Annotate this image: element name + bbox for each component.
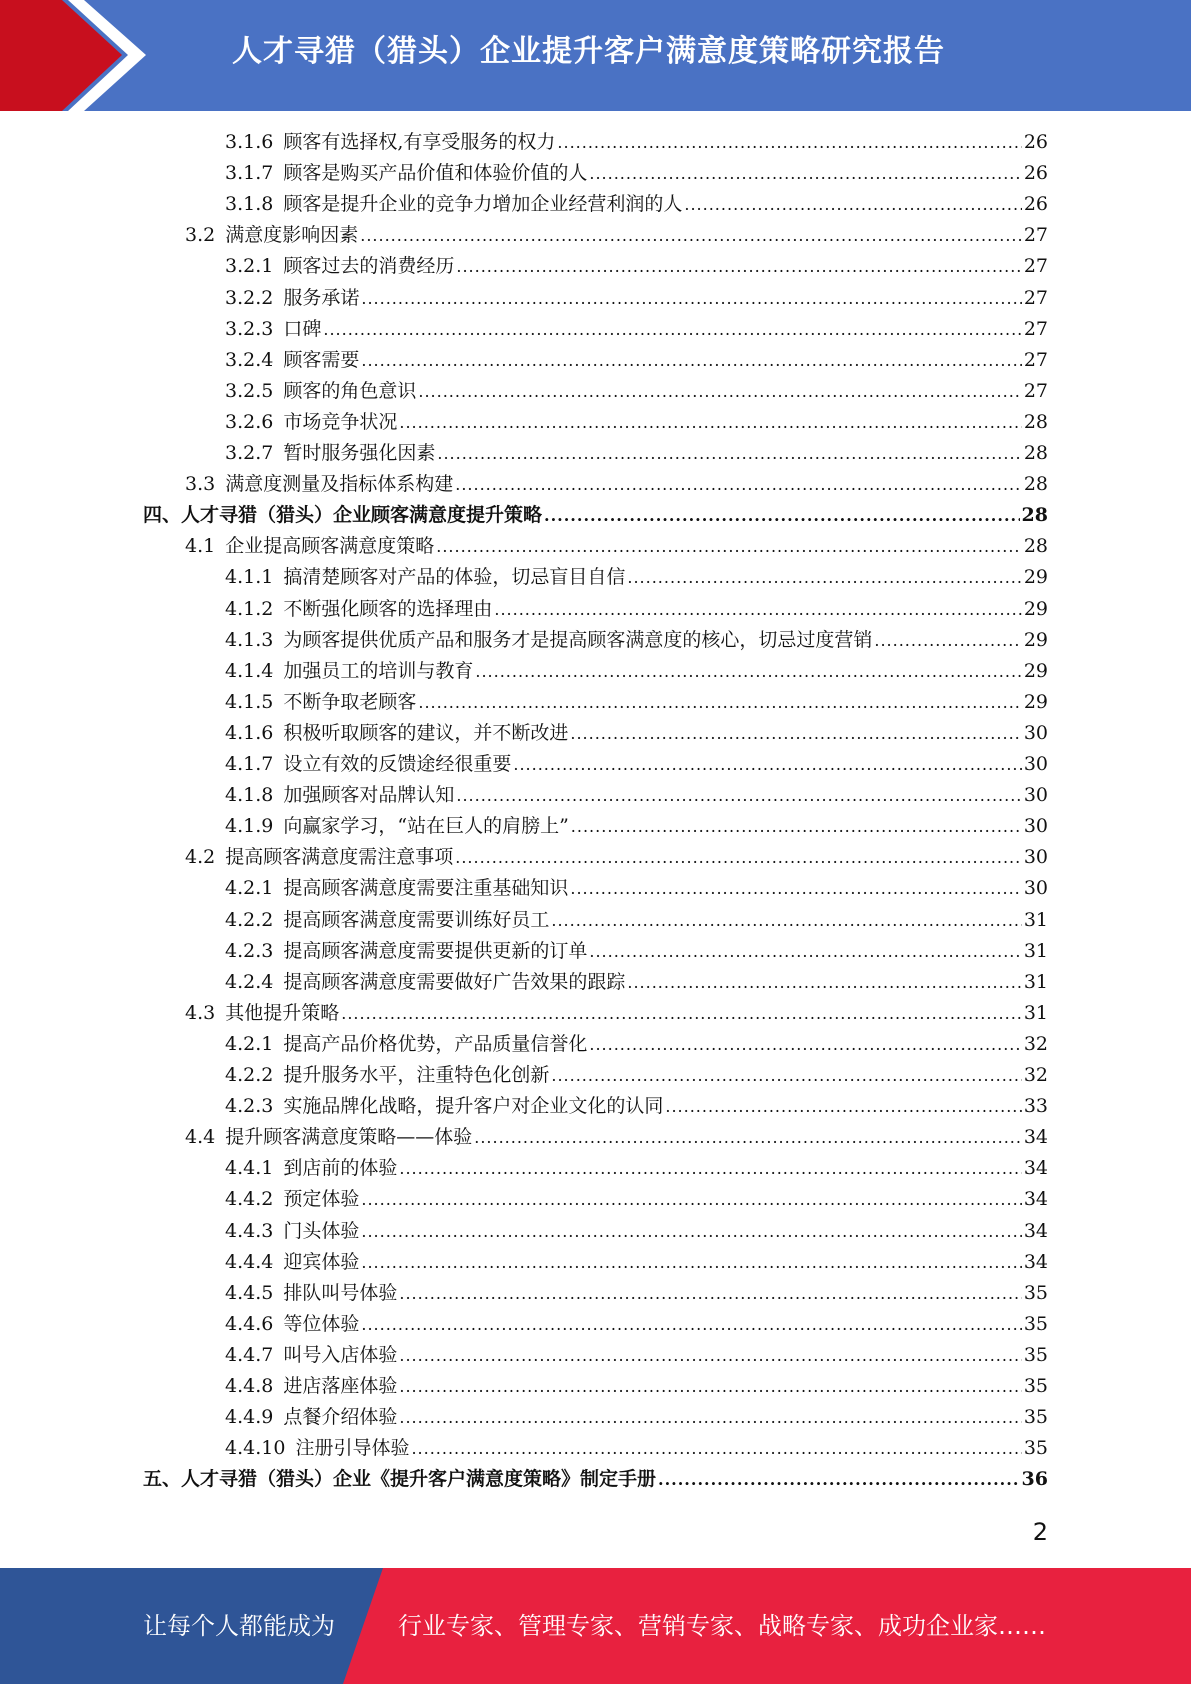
toc-entry-title: 五、人才寻猎（猎头）企业《提升客户满意度策略》制定手册 [143, 1468, 657, 1490]
toc-dot-leader [571, 812, 1022, 842]
toc-entry[interactable] [225, 625, 1048, 655]
toc-entry-number: 4.2.1 [225, 877, 274, 899]
toc-dot-leader [361, 284, 1021, 314]
toc-entry-title: 提高顾客满意度需要训练好员工 [283, 909, 550, 931]
toc-dot-leader [494, 595, 1021, 625]
toc-entry-page: 27 [1023, 287, 1048, 309]
toc-entry-title: 顾客过去的消费经历 [283, 255, 455, 277]
toc-dot-leader [361, 1185, 1021, 1215]
toc-entry-number: 4.1.4 [225, 660, 274, 682]
toc-entry-title: 为顾客提供优质产品和服务才是提高顾客满意度的核心，切忌过度营销 [283, 629, 873, 651]
toc-entry[interactable] [225, 158, 1048, 188]
toc-entry-title: 提高顾客满意度需要提供更新的订单 [283, 940, 588, 962]
toc-dot-leader [874, 626, 1021, 656]
toc-entry[interactable] [225, 283, 1048, 313]
toc-entry-title: 提高顾客满意度需要做好广告效果的跟踪 [283, 971, 626, 993]
toc-entry-page: 27 [1023, 224, 1048, 246]
toc-entry-title: 积极听取顾客的建议，并不断改进 [283, 722, 569, 744]
toc-entry-title: 提升顾客满意度策略——体验 [225, 1126, 473, 1148]
toc-entry-number: 4.2.2 [225, 909, 274, 931]
toc-entry-number: 4.1.6 [225, 722, 274, 744]
toc-entry[interactable] [225, 873, 1048, 903]
report-title: 人才寻猎（猎头）企业提升客户满意度策略研究报告 [232, 34, 945, 69]
toc-entry-number: 3.2.3 [225, 318, 274, 340]
toc-entry[interactable] [225, 1340, 1048, 1370]
toc-entry[interactable] [225, 718, 1048, 748]
toc-dot-leader [437, 439, 1021, 469]
toc-dot-leader [399, 1154, 1021, 1184]
toc-entry-title: 点餐介绍体验 [283, 1406, 398, 1428]
toc-entry-title: 加强顾客对品牌认知 [283, 784, 455, 806]
toc-dot-leader [361, 1310, 1021, 1340]
toc-entry-number: 3.1.7 [225, 162, 274, 184]
toc-dot-leader [570, 719, 1021, 749]
toc-entry-title: 提高顾客满意度需要注重基础知识 [283, 877, 569, 899]
toc-dot-leader [589, 1030, 1021, 1060]
toc-entry-page: 29 [1023, 660, 1048, 682]
toc-entry-title: 顾客是提升企业的竞争力增加企业经营利润的人 [283, 193, 683, 215]
toc-entry[interactable] [225, 314, 1048, 344]
toc-entry-page: 32 [1023, 1033, 1048, 1055]
toc-entry[interactable] [225, 251, 1048, 281]
toc-entry-page: 27 [1023, 255, 1048, 277]
toc-entry[interactable] [185, 1122, 1048, 1152]
toc-entry[interactable] [225, 905, 1048, 935]
toc-entry[interactable] [225, 1184, 1048, 1214]
toc-entry[interactable] [225, 594, 1048, 624]
toc-entry-number: 4.2.3 [225, 940, 274, 962]
toc-dot-leader [665, 1092, 1021, 1122]
toc-entry-page: 31 [1023, 971, 1048, 993]
toc-dot-leader [436, 532, 1022, 562]
toc-entry-number: 4.4.6 [225, 1313, 274, 1335]
toc-entry-page: 28 [1023, 473, 1048, 495]
toc-entry-title: 实施品牌化战略，提升客户对企业文化的认同 [283, 1095, 664, 1117]
toc-entry-page: 30 [1023, 877, 1048, 899]
toc-entry-number: 4.1.2 [225, 598, 274, 620]
toc-entry[interactable] [225, 1216, 1048, 1246]
page-number: 2 [1032, 1518, 1048, 1546]
toc-dot-leader [411, 1434, 1021, 1464]
toc-entry-title: 提高顾客满意度需注意事项 [225, 846, 454, 868]
toc-entry-title: 市场竞争状况 [283, 411, 398, 433]
toc-entry[interactable] [225, 811, 1048, 841]
toc-entry-number: 4.4.10 [225, 1437, 286, 1459]
toc-entry-number: 4.1.9 [225, 815, 274, 837]
toc-entry-number: 4.1.8 [225, 784, 274, 806]
toc-dot-leader [658, 1465, 1020, 1495]
toc-entry-page: 35 [1023, 1344, 1048, 1366]
toc-entry-page: 35 [1023, 1406, 1048, 1428]
toc-entry-number: 4.4.4 [225, 1251, 274, 1273]
toc-entry[interactable] [225, 1371, 1048, 1401]
toc-entry-page: 26 [1023, 162, 1048, 184]
toc-dot-leader [399, 1341, 1021, 1371]
toc-dot-leader [455, 470, 1022, 500]
toc-entry[interactable] [185, 842, 1048, 872]
toc-entry-title: 加强员工的培训与教育 [283, 660, 474, 682]
toc-dot-leader [551, 1061, 1021, 1091]
toc-entry-page: 34 [1023, 1220, 1048, 1242]
toc-entry-number: 4.1 [185, 535, 216, 557]
toc-entry-page: 35 [1023, 1437, 1048, 1459]
toc-entry[interactable] [225, 345, 1048, 375]
toc-entry-page: 31 [1023, 940, 1048, 962]
toc-entry-page: 34 [1023, 1157, 1048, 1179]
toc-entry-number: 3.2.1 [225, 255, 274, 277]
toc-entry-page: 29 [1023, 691, 1048, 713]
toc-dot-leader [455, 843, 1022, 873]
toc-entry-number: 4.4.3 [225, 1220, 274, 1242]
toc-entry-number: 3.3 [185, 473, 216, 495]
toc-entry[interactable] [225, 407, 1048, 437]
footer-slogan-left: 让每个人都能成为 [143, 1612, 335, 1640]
toc-entry-title: 四、人才寻猎（猎头）企业顾客满意度提升策略 [143, 504, 543, 526]
toc-entry-title: 提升服务水平，注重特色化创新 [283, 1064, 550, 1086]
toc-entry-page: 36 [1021, 1468, 1048, 1490]
toc-entry[interactable] [185, 531, 1048, 561]
toc-entry-title: 向赢家学习，“站在巨人的肩膀上” [283, 815, 569, 837]
toc-dot-leader [456, 252, 1021, 282]
toc-dot-leader [418, 688, 1021, 718]
toc-entry-title: 提高产品价格优势，产品质量信誉化 [283, 1033, 588, 1055]
toc-entry-title: 企业提高顾客满意度策略 [225, 535, 435, 557]
toc-dot-leader [627, 968, 1021, 998]
toc-entry[interactable] [225, 1029, 1048, 1059]
toc-entry-page: 29 [1023, 598, 1048, 620]
toc-entry-number: 4.4.1 [225, 1157, 274, 1179]
toc-entry[interactable] [225, 1247, 1048, 1277]
toc-entry-title: 服务承诺 [283, 287, 360, 309]
toc-entry-page: 30 [1023, 722, 1048, 744]
toc-entry-number: 4.2 [185, 846, 216, 868]
toc-entry-number: 4.4.5 [225, 1282, 274, 1304]
toc-entry-title: 搞清楚顾客对产品的体验，切忌盲目自信 [283, 566, 626, 588]
toc-entry-number: 3.2 [185, 224, 216, 246]
toc-entry-page: 27 [1023, 380, 1048, 402]
toc-entry-title: 暂时服务强化因素 [283, 442, 436, 464]
toc-entry-number: 3.2.5 [225, 380, 274, 402]
toc-entry-number: 4.4.2 [225, 1188, 274, 1210]
toc-dot-leader [360, 221, 1022, 251]
toc-entry[interactable] [225, 780, 1048, 810]
toc-entry-number: 3.2.6 [225, 411, 274, 433]
toc-entry-title: 不断强化顾客的选择理由 [283, 598, 493, 620]
toc-entry[interactable] [143, 1464, 1048, 1494]
toc-entry-title: 排队叫号体验 [283, 1282, 398, 1304]
toc-entry[interactable] [225, 1278, 1048, 1308]
toc-entry-number: 4.4.9 [225, 1406, 274, 1428]
toc-entry-page: 30 [1023, 815, 1048, 837]
toc-dot-leader [557, 128, 1021, 158]
toc-entry[interactable] [225, 1060, 1048, 1090]
toc-dot-leader [399, 1403, 1021, 1433]
toc-entry-number: 4.4.7 [225, 1344, 274, 1366]
toc-entry-page: 29 [1023, 629, 1048, 651]
toc-entry-number: 4.1.3 [225, 629, 274, 651]
toc-dot-leader [513, 750, 1021, 780]
toc-entry-number: 4.1.1 [225, 566, 274, 588]
toc-entry-number: 3.1.8 [225, 193, 274, 215]
toc-entry-number: 3.2.2 [225, 287, 274, 309]
toc-entry-title: 门头体验 [283, 1220, 360, 1242]
toc-entry-page: 27 [1023, 349, 1048, 371]
toc-dot-leader [323, 315, 1021, 345]
toc-entry-page: 34 [1023, 1188, 1048, 1210]
toc-dot-leader [589, 937, 1021, 967]
toc-entry[interactable] [185, 469, 1048, 499]
toc-entry-number: 3.2.4 [225, 349, 274, 371]
toc-entry-title: 迎宾体验 [283, 1251, 360, 1273]
toc-entry-page: 32 [1023, 1064, 1048, 1086]
toc-entry-page: 28 [1023, 442, 1048, 464]
toc-entry[interactable] [225, 936, 1048, 966]
toc-entry-number: 4.4 [185, 1126, 216, 1148]
toc-entry[interactable] [185, 220, 1048, 250]
toc-entry-title: 口碑 [283, 318, 322, 340]
toc-entry-title: 等位体验 [283, 1313, 360, 1335]
toc-dot-leader [544, 501, 1020, 531]
toc-entry-number: 3.2.7 [225, 442, 274, 464]
toc-entry-number: 4.3 [185, 1002, 216, 1024]
toc-entry-title: 设立有效的反馈途经很重要 [283, 753, 512, 775]
toc-entry-title: 预定体验 [283, 1188, 360, 1210]
toc-entry[interactable] [185, 998, 1048, 1028]
toc-entry-number: 4.1.5 [225, 691, 274, 713]
toc-dot-leader [456, 781, 1021, 811]
red-chevron-decoration [0, 0, 150, 111]
toc-entry-title: 顾客有选择权,有享受服务的权力 [283, 131, 556, 153]
toc-dot-leader [361, 1217, 1021, 1247]
toc-entry[interactable] [225, 1402, 1048, 1432]
toc-dot-leader [684, 190, 1021, 220]
toc-entry-number: 4.4.8 [225, 1375, 274, 1397]
toc-entry-number: 4.2.1 [225, 1033, 274, 1055]
toc-entry-page: 28 [1021, 504, 1048, 526]
toc-entry-page: 30 [1023, 846, 1048, 868]
toc-entry-number: 3.1.6 [225, 131, 274, 153]
toc-entry-title: 叫号入店体验 [283, 1344, 398, 1366]
toc-entry-title: 不断争取老顾客 [283, 691, 417, 713]
toc-entry-page: 28 [1023, 411, 1048, 433]
toc-entry-title: 顾客是购买产品价值和体验价值的人 [283, 162, 588, 184]
toc-entry-page: 34 [1023, 1126, 1048, 1148]
toc-entry[interactable] [143, 500, 1048, 530]
toc-entry[interactable] [225, 438, 1048, 468]
toc-entry-title: 顾客需要 [283, 349, 360, 371]
toc-entry-page: 29 [1023, 566, 1048, 588]
toc-entry-title: 顾客的角色意识 [283, 380, 417, 402]
toc-dot-leader [399, 1279, 1021, 1309]
toc-entry-page: 26 [1023, 131, 1048, 153]
toc-entry-page: 35 [1023, 1375, 1048, 1397]
toc-entry-page: 31 [1023, 1002, 1048, 1024]
toc-entry-title: 进店落座体验 [283, 1375, 398, 1397]
toc-entry-number: 4.1.7 [225, 753, 274, 775]
toc-entry[interactable] [225, 562, 1048, 592]
toc-dot-leader [418, 377, 1021, 407]
toc-entry-page: 28 [1023, 535, 1048, 557]
toc-entry-page: 30 [1023, 753, 1048, 775]
toc-entry-page: 35 [1023, 1313, 1048, 1335]
toc-entry-title: 到店前的体验 [283, 1157, 398, 1179]
toc-entry-number: 4.2.2 [225, 1064, 274, 1086]
toc-entry-page: 30 [1023, 784, 1048, 806]
toc-dot-leader [361, 1248, 1021, 1278]
toc-dot-leader [341, 999, 1022, 1029]
toc-dot-leader [627, 563, 1021, 593]
toc-entry[interactable] [225, 127, 1048, 157]
toc-entry-title: 其他提升策略 [225, 1002, 340, 1024]
toc-entry-page: 35 [1023, 1282, 1048, 1304]
toc-dot-leader [399, 408, 1021, 438]
toc-entry[interactable] [225, 1433, 1048, 1463]
toc-dot-leader [475, 657, 1021, 687]
toc-entry[interactable] [225, 1153, 1048, 1183]
toc-entry-page: 33 [1023, 1095, 1048, 1117]
toc-entry-title: 注册引导体验 [295, 1437, 410, 1459]
toc-dot-leader [474, 1123, 1022, 1153]
toc-entry[interactable] [225, 656, 1048, 686]
toc-dot-leader [399, 1372, 1021, 1402]
toc-entry-page: 34 [1023, 1251, 1048, 1273]
toc-entry[interactable] [225, 687, 1048, 717]
toc-entry[interactable] [225, 749, 1048, 779]
page-footer [0, 1568, 1191, 1684]
toc-entry-title: 满意度测量及指标体系构建 [225, 473, 454, 495]
toc-entry[interactable] [225, 967, 1048, 997]
toc-entry-number: 4.2.4 [225, 971, 274, 993]
toc-entry-page: 26 [1023, 193, 1048, 215]
toc-dot-leader [361, 346, 1021, 376]
toc-entry[interactable] [225, 1091, 1048, 1121]
toc-entry-page: 31 [1023, 909, 1048, 931]
toc-entry-number: 4.2.3 [225, 1095, 274, 1117]
toc-entry[interactable] [225, 189, 1048, 219]
toc-dot-leader [570, 874, 1021, 904]
toc-entry-page: 27 [1023, 318, 1048, 340]
toc-entry[interactable] [225, 1309, 1048, 1339]
toc-dot-leader [589, 159, 1021, 189]
toc-entry[interactable] [225, 376, 1048, 406]
toc-dot-leader [551, 906, 1021, 936]
page-header [0, 0, 1191, 111]
footer-slogan-right: 行业专家、管理专家、营销专家、战略专家、成功企业家…… [398, 1612, 1046, 1640]
toc-entry-title: 满意度影响因素 [225, 224, 359, 246]
